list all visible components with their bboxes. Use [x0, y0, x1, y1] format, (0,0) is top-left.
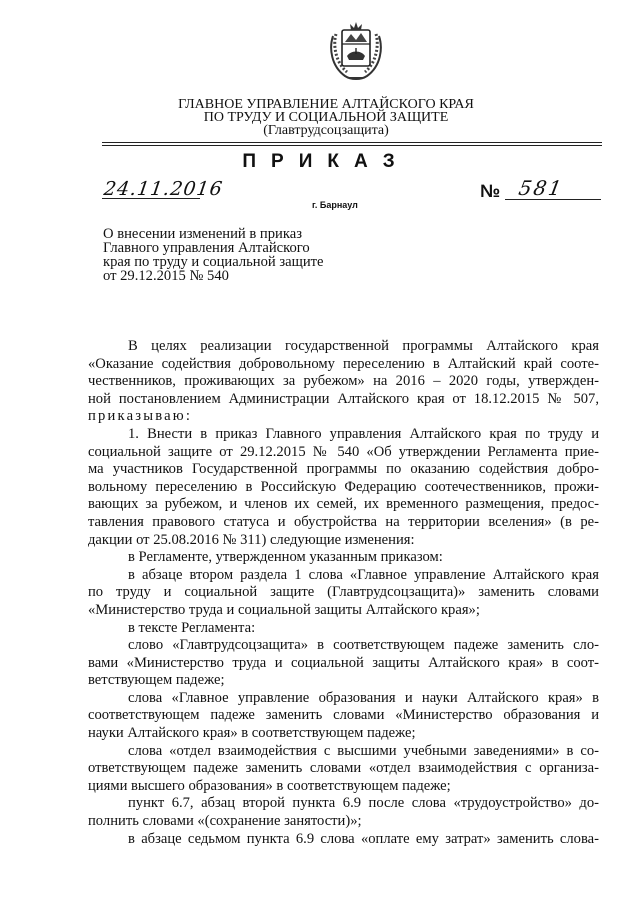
- coat-of-arms-icon: [325, 18, 387, 84]
- body-text-line: соответствующем падеже заменить словами «Министерство образования и: [88, 707, 599, 724]
- body-text-line: слова «отдел взаимодействия с высшими учебными заведениями» в со-: [128, 742, 599, 759]
- body-text-line: слово «Главтрудсоцзащита» в соответствующем падеже заменить сло-: [128, 637, 599, 654]
- organization-name-line2: ПО ТРУДУ И СОЦИАЛЬНОЙ ЗАЩИТЕ: [203, 110, 449, 125]
- header-divider-top: [102, 142, 602, 143]
- order-date-handwritten: 24.11.2016: [102, 178, 225, 200]
- date-underline: [102, 198, 200, 199]
- header-divider-bottom: [102, 145, 602, 146]
- body-text-line: «Министерство труда и социальной защиты Алтайского края»;: [88, 601, 480, 618]
- subject-line: Главного управления Алтайского: [103, 240, 310, 256]
- body-text-line: тавления правового статуса и обустройства на территории вселения» (в ре-: [88, 513, 599, 530]
- body-text-line: В целях реализации государственной программы Алтайского края: [128, 338, 599, 354]
- body-text-line: циями высшего образования» в соответствующем падеже;: [88, 777, 451, 794]
- order-city: г. Барнаул: [312, 200, 358, 210]
- body-text-line: в абзаце втором раздела 1 слова «Главное управление Алтайского края: [128, 566, 599, 583]
- body-text-line: ма участников Государственной программы по оказанию содействия добро-: [88, 461, 599, 478]
- order-number-handwritten: 581: [516, 176, 566, 200]
- order-body-text: [88, 338, 599, 848]
- body-text-line: в абзаце седьмом пункта 6.9 слова «оплате ему затрат» заменить слова-: [128, 830, 599, 847]
- body-text-line: ной постановлением Администрации Алтайского края от 18.12.2015 № 507,: [88, 390, 599, 407]
- body-text-line: приказываю:: [88, 408, 193, 425]
- body-text-line: дакции от 25.08.2016 № 311) следующие изменения:: [88, 531, 415, 548]
- subject-line: О внесении изменений в приказ: [103, 226, 302, 242]
- body-text-line: 1. Внести в приказ Главного управления Алтайского края по труду и: [128, 425, 599, 442]
- body-text-line: чественников, проживающих за рубежом» на 2016 – 2020 годы, утвержден-: [88, 373, 599, 390]
- body-text-line: вольному переселению в Российскую Федерацию соотечественников, прожи-: [88, 478, 599, 495]
- body-text-line: «Оказание содействия добровольному переселению в Алтайский край соотe-: [88, 355, 599, 372]
- body-text-line: по труду и социальной защите (Главтрудсоцзащита)» заменить словами: [88, 584, 599, 601]
- subject-line: края по труду и социальной защите: [103, 254, 324, 270]
- body-text-line: в тексте Регламента:: [128, 619, 256, 636]
- order-subject: [103, 227, 335, 283]
- subject-line: от 29.12.2015 № 540: [103, 268, 229, 284]
- document-title: ПРИКАЗ: [242, 151, 410, 172]
- body-text-line: ответствующем падеже заменить словами «отдел взаимодействия с организа-: [88, 760, 599, 777]
- body-text-line: социальной защите от 29.12.2015 № 540 «Об утверждении Регламента прие-: [88, 443, 599, 460]
- body-text-line: науки Алтайского края» в соответствующем падеже;: [88, 725, 416, 742]
- body-text-line: слова «Главное управление образования и науки Алтайского края» в: [128, 689, 599, 706]
- number-underline: [505, 199, 601, 200]
- body-text-line: пункт 6.7, абзац второй пункта 6.9 после слова «трудоустройство» до-: [128, 795, 599, 812]
- body-text-line: вами «Министерство труда и социальной защиты Алтайского края» в соот-: [88, 654, 599, 671]
- order-number-label: №: [480, 181, 501, 201]
- body-text-line: полнить словами «(сохранение занятости)»;: [88, 813, 362, 830]
- body-text-line: вающих за рубежом, и членов их семей, их временного размещения, предос-: [88, 496, 599, 513]
- body-text-line: ветствующем падеже;: [88, 672, 225, 689]
- organization-name-line1: ГЛАВНОЕ УПРАВЛЕНИЕ АЛТАЙСКОГО КРАЯ: [178, 97, 474, 112]
- body-text-line: в Регламенте, утвержденном указанным приказом:: [128, 549, 443, 566]
- organization-abbreviation: (Главтрудсоцзащита): [263, 123, 389, 138]
